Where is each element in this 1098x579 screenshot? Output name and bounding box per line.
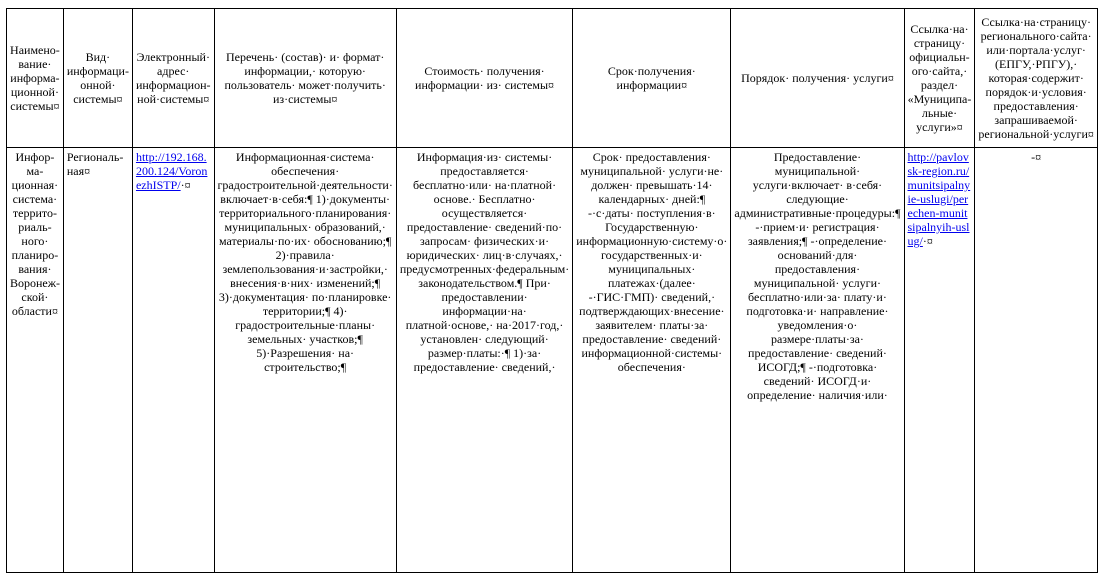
header-name: Наименование· информационной· системы¤ <box>7 9 64 148</box>
header-site-link: Ссылка·на· страницу· официального·сайта,· раздел· «Муниципальные· услуги»¤ <box>904 9 975 148</box>
cell-procedure: Предоставление· муниципальной· услуги·включает· в·себя· следующие· административные·процедуры:¶ -·прием·и· регистрация· заявления;¶ -·определение· оснований·для· предоставления· муниципальной· услуги· бесплатно·или·за· плату·и· подготовка·и· направление· уведомления·о· размере·платы·за· предоставление· сведений· ИСОГД;¶ -·подготовка· сведений· ИСОГД·и· определение· наличия·или· <box>731 148 904 573</box>
url-mark: ·¤ <box>180 178 191 192</box>
header-procedure: Порядок· получения· услуги¤ <box>731 9 904 148</box>
header-cost: Стоимость· получения· информации· из· системы¤ <box>396 9 572 148</box>
cell-system-type: Региональная¤ <box>63 148 132 573</box>
table-row <box>7 148 1098 573</box>
header-url: Электронный· адрес· информационной·системы¤ <box>132 9 214 148</box>
header-term: Срок·получения· информации¤ <box>573 9 731 148</box>
cell-content: Информационная·система· обеспечения· градостроительной·деятельности· включает·в·себя:¶ 1)·документы· территориального·планирования· муниципальных· образований,· материалы·по·их· обоснованию;¶ 2)·правила· землепользования·и·застройки,· внесения·в·них· изменений;¶ 3)·документация· по·планировке· территории;¶ 4)· градостроительные·планы· земельных· участков;¶ 5)·Разрешения· на· строительство;¶ <box>214 148 396 573</box>
header-content: Перечень· (состав)· и· формат· информации,· которую· пользователь· может·получить· из·системы¤ <box>214 9 396 148</box>
cell-system-url <box>132 148 214 573</box>
system-url-link[interactable]: http://192.168.200.124/VoronezhISTP/ <box>135 150 208 192</box>
header-regional-link: Ссылка·на·страницу· регионального·сайта· или·портала·услуг· (ЕПГУ,·РПГУ),· которая·содержит· порядок·и·условия· предоставления· запрашиваемой· региональной·услуги¤ <box>975 9 1097 148</box>
header-row <box>7 9 1098 148</box>
cell-system-name: Информационная· система· территориального· планирования· Воронежской· области¤ <box>7 148 64 573</box>
cell-site-link <box>904 148 975 573</box>
services-table <box>6 8 1098 573</box>
site-link-mark: ·¤ <box>922 234 933 248</box>
site-link[interactable]: http://pavlovsk-region.ru/munitsipalnyie-uslugi/perechen-munitsipalnyih-uslug/ <box>907 150 971 248</box>
cell-cost: Информация·из· системы· предоставляется· бесплатно·или· на·платной· основе.· Бесплатно· осуществляется· предоставление· сведений·по· запросам· физических·и· юридических· лиц·в·случаях,· предусмотренных·федеральным· законодательством.¶ При· предоставлении· информации·на· платной·основе,· на·2017·год,· установлен· следующий· размер·платы:·¶ 1)·за· предоставление· сведений,· <box>396 148 572 573</box>
cell-term: Срок· предоставления· муниципальной· услуги·не· должен· превышать·14· календарных· дней:¶ -·с·даты· поступления·в· Государственную· информационную·систему·о· государственных·и· муниципальных· платежах·(далее· -·ГИС·ГМП)· сведений,· подтверждающих·внесение· заявителем· платы·за· предоставление· сведений· информационной·системы· обеспечения· <box>573 148 731 573</box>
header-type: Вид· информационной· системы¤ <box>63 9 132 148</box>
cell-regional-link: -¤ <box>975 148 1097 573</box>
